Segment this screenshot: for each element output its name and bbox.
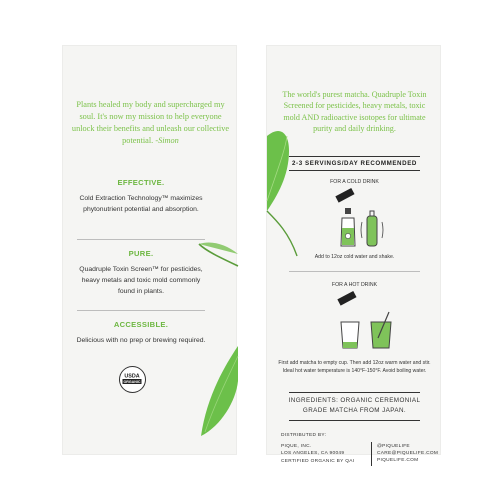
svg-text:USDA: USDA	[124, 373, 140, 380]
distributor-line: PIQUE, INC.	[281, 444, 312, 450]
cold-drink-label: FOR A COLD DRINK	[330, 179, 379, 185]
right-panel	[266, 45, 441, 464]
shaker-bottle-icon	[341, 208, 355, 246]
website: PIQUELIFE.COM	[377, 458, 419, 464]
stick-pack-icon	[337, 291, 356, 306]
quote-text: Plants healed my body and supercharged my soul. It's now my mission to help everyone unlock their benefits and unleash our collective potential.	[71, 100, 230, 145]
feature-title: EFFECTIVE.	[117, 178, 165, 187]
svg-text:ORGANIC: ORGANIC	[123, 380, 141, 384]
feature-body: Quadruple Toxin Screen™ for pesticides, heavy metals and toxic mold commonly found in plants.	[79, 266, 203, 295]
divider	[289, 156, 420, 157]
bottle-filled-icon	[361, 211, 383, 246]
cold-drink-instruction: Add to 12oz cold water and shake.	[314, 254, 395, 260]
feature-title: PURE.	[128, 249, 154, 258]
distributor-line: LOS ANGELES, CA 90049	[281, 451, 345, 457]
tea-leaf-icon	[267, 121, 307, 271]
hot-drink-instruction: First add matcha to empty cup. Then add 12oz warm water and stir. Ideal hot water temperature is 140°F-150°F. Avoid boiling water.	[278, 360, 431, 374]
distributor-info	[281, 432, 354, 465]
product-headline: The world's purest matcha. Quadruple Toxin Screened for pesticides, heavy metals, toxic mold AND radioactive isotopes for ultimate purity and daily drinking.	[282, 90, 427, 133]
contact-info	[377, 443, 438, 465]
hot-drink-icons	[339, 308, 399, 352]
feature-body: Delicious with no prep or brewing required.	[76, 337, 206, 344]
founder-quote	[71, 99, 230, 147]
social-handle: @PIQUELIFE	[377, 444, 410, 449]
distributor-line: CERTIFIED ORGANIC BY QAI	[281, 458, 355, 464]
divider	[289, 420, 420, 421]
divider	[289, 271, 420, 272]
cold-drink-icons	[339, 206, 385, 248]
divider	[371, 442, 372, 466]
stick-pack-icon	[335, 188, 354, 203]
empty-cup-icon	[341, 322, 359, 348]
divider	[289, 170, 420, 171]
left-panel	[62, 45, 237, 455]
feature-title: ACCESSIBLE.	[113, 320, 169, 329]
ingredients-text: INGREDIENTS: ORGANIC CEREMONIAL GRADE MATCHA FROM JAPAN.	[288, 397, 421, 414]
usda-organic-seal-icon	[119, 366, 146, 393]
contact-email: CARE@PIQUELIFE.COM	[377, 451, 439, 457]
leaf-branch-icon	[181, 196, 238, 456]
feature-body: Cold Extraction Technology™ maximizes phytonutrient potential and absorption.	[79, 195, 203, 213]
cup-with-straw-icon	[371, 312, 391, 348]
divider	[289, 392, 420, 393]
servings-recommendation: 2-3 SERVINGS/DAY RECOMMENDED	[292, 160, 417, 167]
quote-signature: -Simon	[155, 136, 179, 145]
hot-drink-label: FOR A HOT DRINK	[331, 282, 378, 288]
distributor-heading: DISTRIBUTED BY:	[281, 433, 327, 438]
